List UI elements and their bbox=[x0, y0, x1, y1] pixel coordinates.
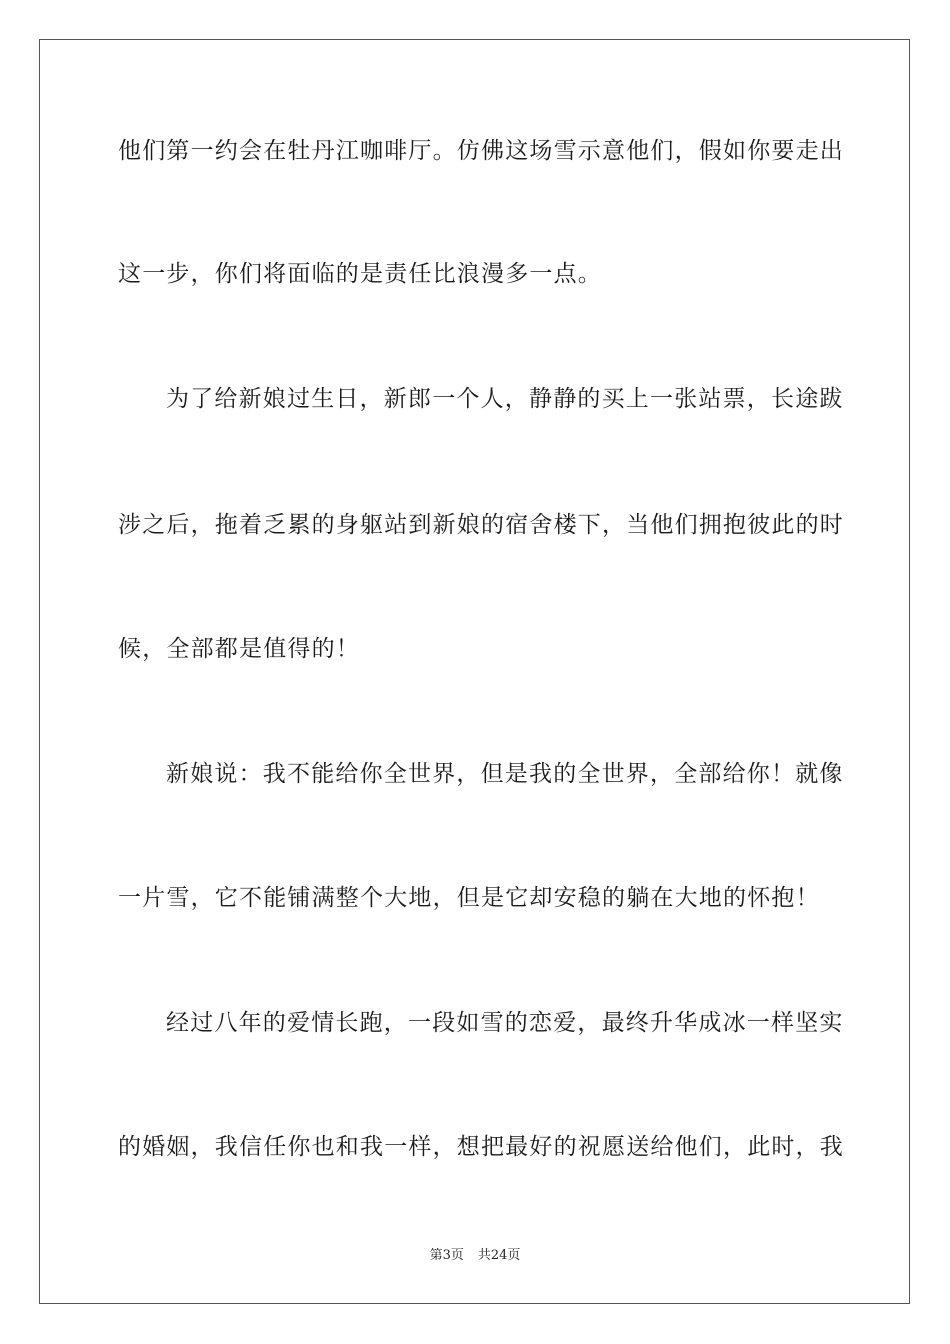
page-number: 第3页 bbox=[429, 1248, 464, 1263]
page-footer bbox=[0, 1247, 950, 1265]
text-line: 他们第一约会在牡丹江咖啡厅。仿佛这场雪示意他们，假如你要走出 bbox=[118, 138, 844, 164]
text-line: 的婚姻，我信任你也和我一样，想把最好的祝愿送给他们，此时，我 bbox=[118, 1134, 844, 1160]
text-line: 涉之后，拖着乏累的身躯站到新娘的宿舍楼下，当他们拥抱彼此的时 bbox=[118, 512, 844, 538]
text-line: 候，全部都是值得的！ bbox=[118, 636, 360, 662]
paragraph-first-line: 新娘说：我不能给你全世界，但是我的全世界，全部给你！就像 bbox=[166, 761, 844, 787]
text-line: 这一步，你们将面临的是责任比浪漫多一点。 bbox=[118, 261, 602, 287]
paragraph-first-line: 为了给新娘过生日，新郎一个人，静静的买上一张站票，长途跋 bbox=[166, 386, 844, 412]
paragraph-first-line: 经过八年的爱情长跑，一段如雪的恋爱，最终升华成冰一样坚实 bbox=[166, 1010, 844, 1036]
page-border bbox=[39, 39, 910, 1304]
text-line: 一片雪，它不能铺满整个大地，但是它却安稳的躺在大地的怀抱！ bbox=[118, 885, 820, 911]
page-total: 共24页 bbox=[477, 1248, 521, 1263]
